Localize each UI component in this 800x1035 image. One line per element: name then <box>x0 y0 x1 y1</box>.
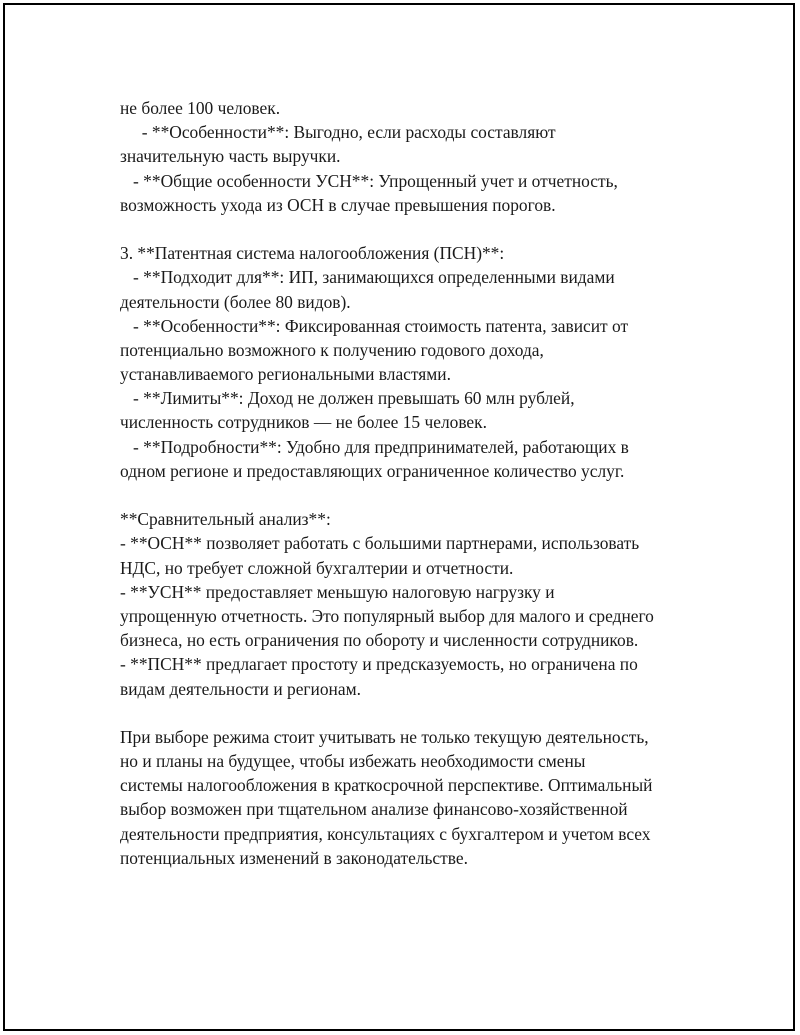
text-line: видам деятельности и регионам. <box>120 678 361 699</box>
text-line: системы налогообложения в краткосрочной перспективе. Оптимальный <box>120 775 653 796</box>
text-line: бизнеса, но есть ограничения по обороту и численности сотрудников. <box>120 630 639 651</box>
text-line: - **Лимиты**: Доход не должен превышать 60 млн рублей, <box>120 388 575 409</box>
text-line: потенциальных изменений в законодательстве. <box>120 847 468 868</box>
text-line: При выборе режима стоит учитывать не только текущую деятельность, <box>120 726 649 747</box>
section-heading: **Сравнительный анализ**: <box>120 509 331 530</box>
text-line: возможность ухода из ОСН в случае превышения порогов. <box>120 194 556 215</box>
text-line: потенциально возможного к получению годового дохода, <box>120 339 544 360</box>
text-line: устанавливаемого региональными властями. <box>120 364 451 385</box>
text-line: не более 100 человек. <box>120 98 281 118</box>
text-line: - **Общие особенности УСН**: Упрощенный учет и отчетность, <box>120 170 618 191</box>
text-line: деятельности (более 80 видов). <box>120 291 351 312</box>
blank-line <box>120 483 720 507</box>
text-line: - **Особенности**: Фиксированная стоимость патента, зависит от <box>120 315 629 336</box>
text-line: деятельности предприятия, консультациях с бухгалтером и учетом всех <box>120 823 651 844</box>
text-line: значительную часть выручки. <box>120 146 341 167</box>
text-line: одном регионе и предоставляющих ограниченное количество услуг. <box>120 460 625 481</box>
text-line: - **ПСН** предлагает простоту и предсказуемость, но ограничена по <box>120 654 638 675</box>
text-line: - **Подробности**: Удобно для предпринимателей, работающих в <box>120 436 629 457</box>
text-line: - **Подходит для**: ИП, занимающихся определенными видами <box>120 267 615 288</box>
text-line: - **УСН** предоставляет меньшую налоговую нагрузку и <box>120 581 555 602</box>
text-line: упрощенную отчетность. Это популярный выбор для малого и среднего <box>120 605 654 626</box>
text-line: НДС, но требует сложной бухгалтерии и отчетности. <box>120 557 514 578</box>
text-line: численность сотрудников — не более 15 человек. <box>120 412 487 433</box>
text-line: выбор возможен при тщательном анализе финансово-хозяйственной <box>120 799 628 820</box>
blank-line <box>120 217 720 241</box>
text-line: но и планы на будущее, чтобы избежать необходимости смены <box>120 751 586 772</box>
text-line: - **ОСН** позволяет работать с большими партнерами, использовать <box>120 533 640 554</box>
blank-line <box>120 701 720 725</box>
document-body <box>120 96 720 870</box>
text-line: - **Особенности**: Выгодно, если расходы составляют <box>120 122 556 143</box>
document-page <box>3 3 795 1031</box>
section-heading: 3. **Патентная система налогообложения (ПСН)**: <box>120 243 505 264</box>
